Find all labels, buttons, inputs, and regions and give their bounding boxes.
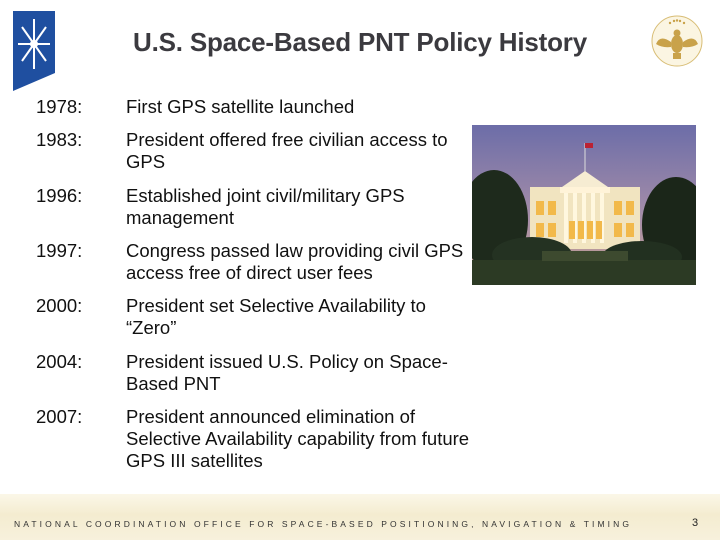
timeline-year: 1978: [36, 96, 83, 117]
timeline-event: Congress passed law providing civil GPS access free of direct user fees [126, 240, 464, 283]
timeline-event: President issued U.S. Policy on Space-Based PNT [126, 351, 448, 394]
timeline-year: 2004: [36, 351, 83, 372]
timeline-year: 1997: [36, 240, 83, 261]
timeline-year: 2000: [36, 295, 83, 316]
timeline-year: 1996: [36, 185, 83, 206]
page-title: U.S. Space-Based PNT Policy History [133, 27, 587, 57]
us-great-seal-icon [650, 14, 704, 68]
footer-band [0, 494, 720, 540]
timeline-year: 1983: [36, 129, 83, 150]
page-number: 3 [692, 517, 699, 529]
timeline-year: 2007: [36, 406, 83, 427]
timeline-event: President offered free civilian access to GPS [126, 129, 448, 172]
timeline-event: President set Selective Availability to “Zero” [126, 295, 426, 338]
timeline-event: President announced elimination of Selective Availability capability from future GPS III satellites [126, 406, 470, 471]
footer-organization: NATIONAL COORDINATION OFFICE FOR SPACE-BASED POSITIONING, NAVIGATION & TIMING [14, 519, 633, 529]
timeline-event: First GPS satellite launched [126, 96, 355, 117]
timeline-event: Established joint civil/military GPS management [126, 185, 405, 228]
white-house-photo [472, 125, 696, 285]
